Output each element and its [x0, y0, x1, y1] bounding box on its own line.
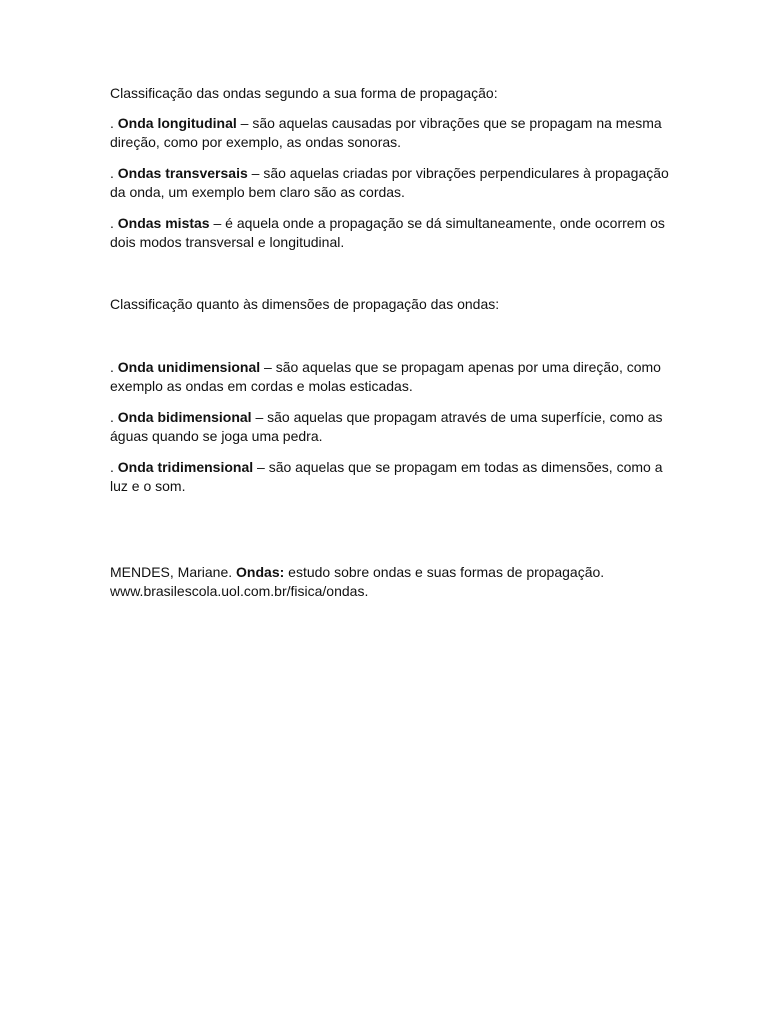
bullet-prefix: . [110, 115, 118, 131]
term-transverse-waves: Ondas transversais [117, 165, 248, 181]
term-one-dimensional-wave: Onda unidimensional [117, 359, 261, 375]
term-three-dimensional-wave: Onda tridimensional [117, 459, 254, 475]
definition-three-dimensional-wave: – são aquelas que se propagam em todas as dimensões, como a luz e o som. [110, 459, 663, 494]
list-item-three-dimensional-wave [110, 458, 670, 496]
list-item-mixed-waves [110, 214, 670, 252]
definition-longitudinal-wave: – são aquelas causadas por vibrações que se propagam na mesma direção, como por exemplo, as ondas sonoras. [110, 115, 662, 150]
bullet-prefix: . [110, 409, 118, 425]
reference-title: Ondas: [236, 564, 285, 580]
reference-url: www.brasilescola.uol.com.br/fisica/ondas. [110, 583, 369, 599]
term-mixed-waves: Ondas mistas [117, 215, 210, 231]
list-item-longitudinal-wave [110, 114, 670, 152]
document-page [110, 84, 670, 601]
list-item-one-dimensional-wave [110, 358, 670, 396]
bullet-prefix: . [110, 359, 118, 375]
definition-one-dimensional-wave: – são aquelas que se propagam apenas por uma direção, como exemplo as ondas em cordas e molas esticadas. [110, 359, 661, 394]
bibliographic-reference [110, 563, 670, 601]
term-two-dimensional-wave: Onda bidimensional [117, 409, 252, 425]
reference-author: MENDES, Mariane. [110, 564, 237, 580]
definition-mixed-waves: – é aquela onde a propagação se dá simultaneamente, onde ocorrem os dois modos transversal e longitudinal. [110, 215, 665, 250]
section-heading-wave-propagation-form: Classificação das ondas segundo a sua forma de propagação: [110, 85, 498, 101]
term-longitudinal-wave: Onda longitudinal [117, 115, 237, 131]
definition-transverse-waves: – são aquelas criadas por vibrações perpendiculares à propagação da onda, um exemplo bem claro são as cordas. [110, 165, 669, 200]
reference-subtitle: estudo sobre ondas e suas formas de propagação. [284, 564, 605, 580]
definition-two-dimensional-wave: – são aquelas que propagam através de uma superfície, como as águas quando se joga uma pedra. [110, 409, 663, 444]
list-item-transverse-waves [110, 164, 670, 202]
list-item-two-dimensional-wave [110, 408, 670, 446]
bullet-prefix: . [110, 165, 118, 181]
bullet-prefix: . [110, 459, 118, 475]
section-heading-propagation-dimensions: Classificação quanto às dimensões de propagação das ondas: [110, 296, 500, 312]
bullet-prefix: . [110, 215, 118, 231]
